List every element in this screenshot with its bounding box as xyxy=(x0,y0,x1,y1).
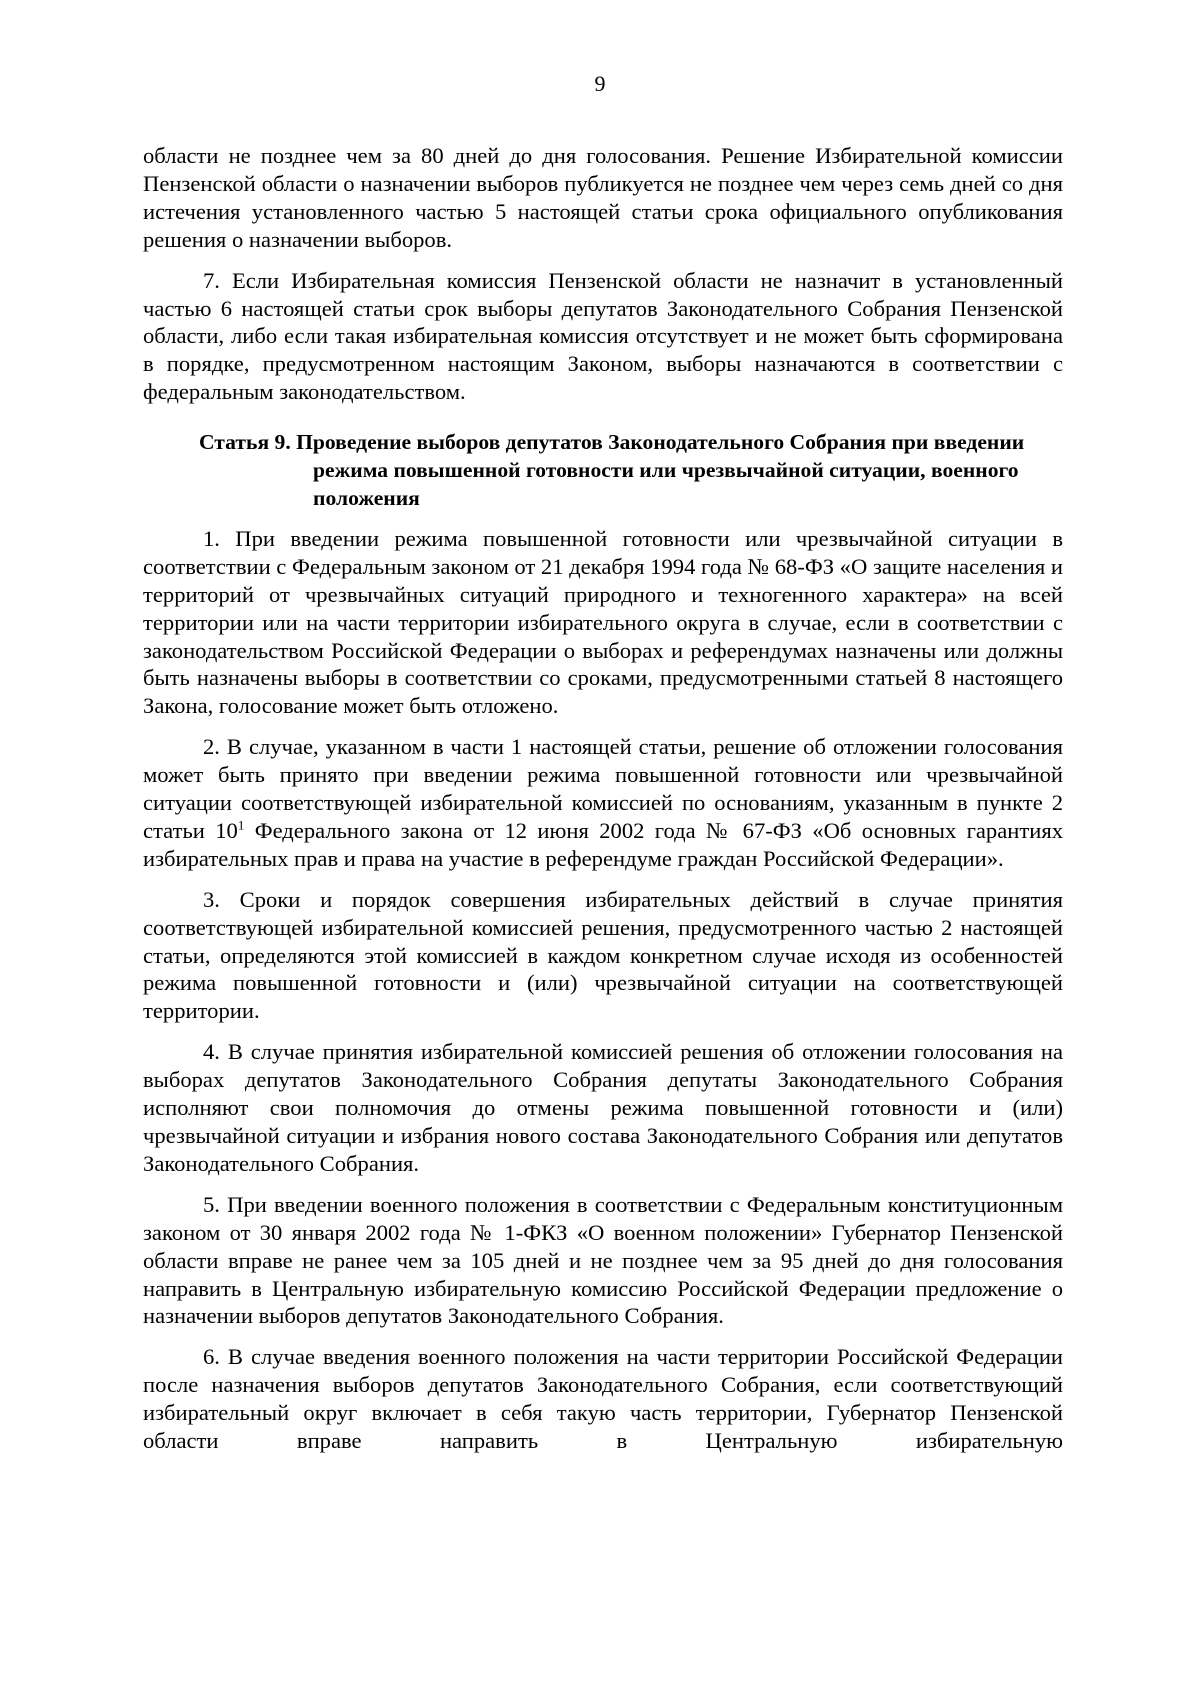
paragraph-article9-part-5: 5. При введении военного положения в соответствии с Федеральным конституционным законом от 30 января 2002 года № 1-ФКЗ «О военном положении» Губернатор Пензенской области вправе не ранее чем за 105 дней и не позднее чем за 95 дней до дня голосования направить в Центральную избирательную комиссию Российской Федерации предложение о назначении выборов депутатов Законодательного Собрания. xyxy=(143,1191,1063,1329)
superscript: 1 xyxy=(237,817,245,833)
paragraph-part-7: 7. Если Избирательная комиссия Пензенской области не назначит в установленный частью 6 настоящей статьи срок выборы депутатов Законодательного Собрания Пензенской области, либо если такая избирательная комиссия отсутствует и не может быть сформирована в порядке, предусмотренном настоящим Законом, выборы назначаются в соответствии с федеральным законодательством. xyxy=(143,267,1063,405)
paragraph-article9-part-2 xyxy=(143,733,1063,873)
document-body xyxy=(143,142,1063,1468)
paragraph-article9-part-6: 6. В случае введения военного положения на части территории Российской Федерации после назначения выборов депутатов Законодательного Собрания, если соответствующий избирательный округ включает в себя такую часть территории, Губернатор Пензенской области вправе направить в Центральную избирательную xyxy=(143,1344,1063,1454)
paragraph-article9-part-1: 1. При введении режима повышенной готовности или чрезвычайной ситуации в соответствии с Федеральным законом от 21 декабря 1994 года № 68-ФЗ «О защите населения и территорий от чрезвычайных ситуаций природного и техногенного характера» на всей территории или на части территории избирательного округа в случае, если в соответствии с законодательством Российской Федерации о выборах и референдумах назначены или должны быть назначены выборы в соответствии со сроками, предусмотренными статьей 8 настоящего Закона, голосование может быть отложено. xyxy=(143,525,1063,719)
page-number: 9 xyxy=(594,71,606,96)
paragraph-article9-part-4: 4. В случае принятия избирательной комиссией решения об отложении голосования на выборах депутатов Законодательного Собрания депутаты Законодательного Собрания исполняют свои полномочия до отмены режима повышенной готовности и (или) чрезвычайной ситуации и избрания нового состава Законодательного Собрания или депутатов Законодательного Собрания. xyxy=(143,1039,1063,1176)
paragraph-text-before-sup: 2. В случае, указанном в части 1 настоящей статьи, решение об отложении голосования может быть принято при введении режима повышенной готовности или чрезвычайной ситуации соответствующей избирательной комиссией по основаниям, указанным в пункте 2 статьи 10 xyxy=(143,734,1063,843)
article-heading: Статья 9. Проведение выборов депутатов Законодательного Собрания при введении режима повышенной готовности или чрезвычайной ситуации, военного положения xyxy=(199,430,1025,510)
paragraph-text-after-sup: Федерального закона от 12 июня 2002 года № 67-ФЗ «Об основных гарантиях избирательных прав и права на участие в референдуме граждан Российской Федерации». xyxy=(143,817,1064,871)
paragraph-article9-part-3: 3. Сроки и порядок совершения избирательных действий в случае принятия соответствующей избирательной комиссией решения, предусмотренного частью 2 настоящей статьи, определяются этой комиссией в каждом конкретном случае исходя из особенностей режима повышенной готовности и (или) чрезвычайной ситуации на соответствующей территории. xyxy=(143,886,1063,1024)
paragraph-continued: области не позднее чем за 80 дней до дня голосования. Решение Избирательной комиссии Пензенской области о назначении выборов публикуется не позднее чем через семь дней со дня истечения установленного частью 5 настоящей статьи срока официального опубликования решения о назначении выборов. xyxy=(143,143,1063,252)
